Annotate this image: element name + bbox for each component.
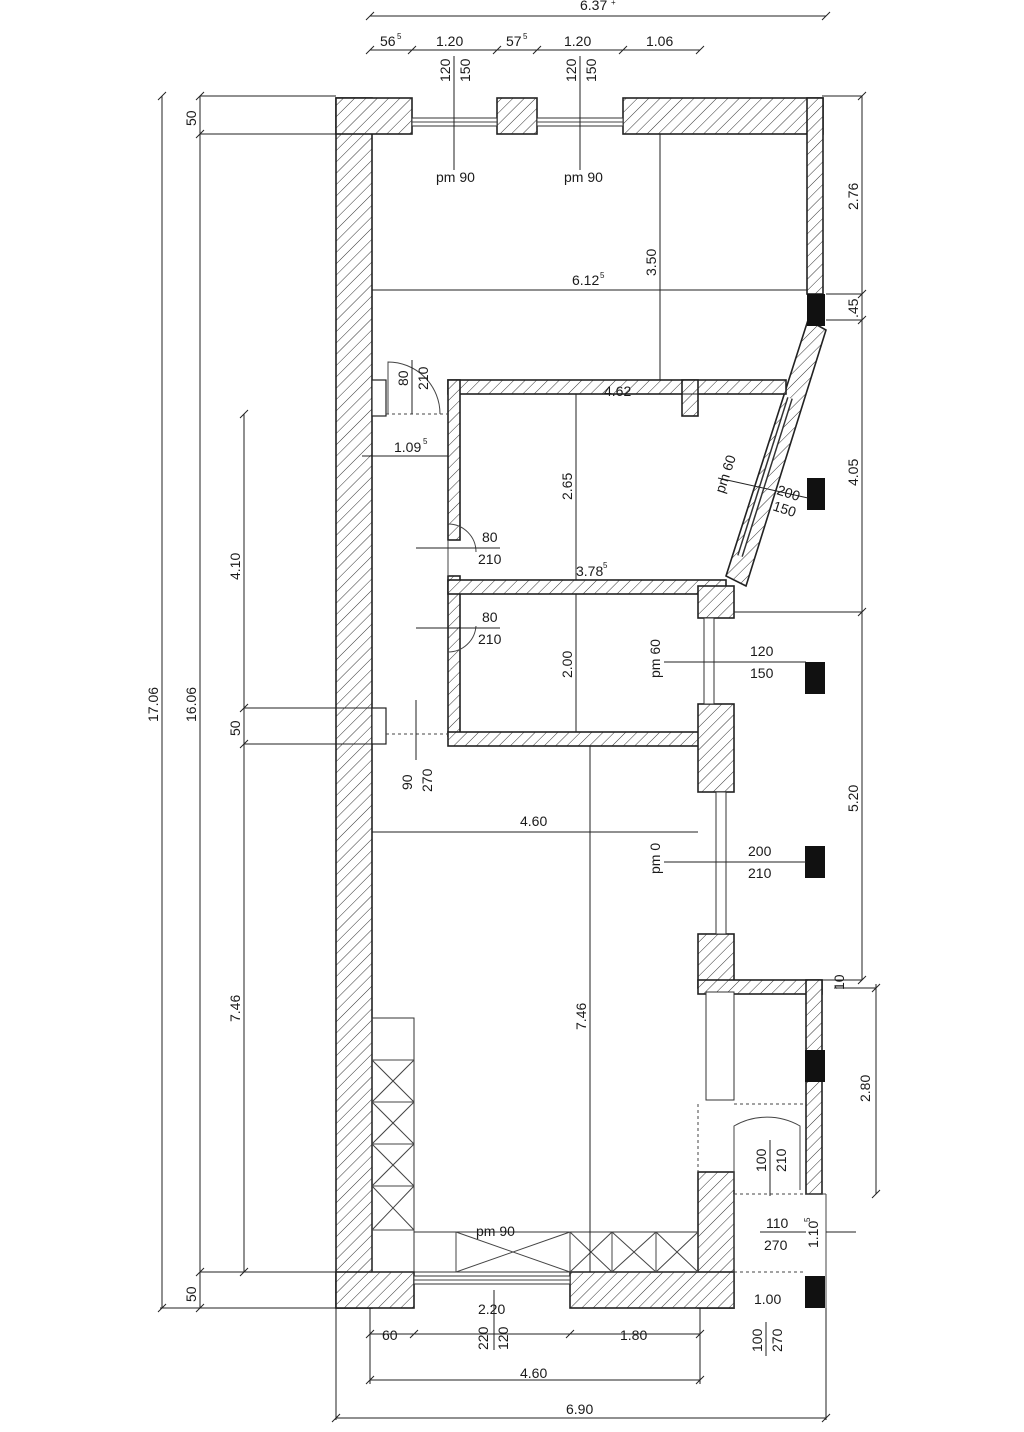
marker-3 — [805, 662, 825, 694]
label-door1-w: 80 — [395, 370, 411, 386]
top-wall-middle — [497, 98, 537, 134]
label-pm60-b: pm 60 — [647, 639, 663, 678]
label-room4-width: 4.60 — [520, 813, 548, 829]
kitchen-units — [372, 1018, 698, 1272]
left-wall-notch-1 — [372, 380, 386, 416]
interior-wall-middle — [448, 580, 726, 594]
label-pm0: pm 0 — [647, 842, 663, 874]
label-corridor-w-sup: 5 — [423, 437, 428, 446]
label-room1-width: 6.12 — [572, 272, 600, 288]
window-right-1 — [704, 618, 714, 704]
label-right-seg-1: 2.76 — [845, 182, 861, 210]
window-right-2 — [716, 792, 726, 934]
label-door6-w: 110 — [766, 1215, 789, 1231]
top-wall-right — [623, 98, 823, 134]
label-overall-top-width: 6.37 — [580, 0, 608, 13]
interior-wall-lower — [448, 732, 700, 746]
label-left-total-2: 16.06 — [183, 686, 199, 722]
label-top-seg-3: 57 — [506, 33, 522, 49]
label-win1-h: 150 — [457, 58, 473, 82]
label-door2-h: 210 — [478, 551, 502, 567]
label-door4-w: 90 — [399, 774, 415, 790]
interior-wall-vertical-a — [448, 380, 460, 540]
label-bottom-seg-2a: 220 — [475, 1326, 491, 1350]
label-door6-h: 270 — [764, 1237, 788, 1253]
label-room2-width: 4.62 — [604, 383, 632, 399]
right-wall-upper — [807, 98, 823, 294]
label-room1-width-sup: 5 — [600, 271, 605, 280]
marker-4 — [805, 846, 825, 878]
label-room3-width-sup: 5 — [603, 561, 608, 570]
interior-pillar — [682, 380, 698, 416]
label-bottom-seg-2b: 120 — [495, 1326, 511, 1350]
label-win2-h: 150 — [583, 58, 599, 82]
label-right-seg-6: 2.80 — [857, 1074, 873, 1102]
label-top-seg-3-sup: 5 — [523, 32, 528, 41]
label-door4-h: 270 — [419, 768, 435, 792]
label-pm60-a: pm 60 — [711, 452, 739, 495]
label-win4-w: 120 — [750, 643, 774, 659]
label-room1-depth: 3.50 — [643, 248, 659, 276]
left-outer-wall — [336, 98, 372, 1308]
label-win5-w: 200 — [748, 843, 772, 859]
label-bottom-inner-width: 4.60 — [520, 1365, 548, 1381]
label-win3-w: 200 — [775, 481, 803, 505]
label-win2-w: 120 — [563, 58, 579, 82]
label-door5-h: 210 — [773, 1148, 789, 1172]
top-wall-left — [336, 98, 412, 134]
left-wall-notch-2 — [372, 708, 386, 744]
label-room2-depth: 2.65 — [559, 472, 575, 500]
label-room4-depth: 7.46 — [573, 1002, 589, 1030]
marker-5 — [805, 1050, 825, 1082]
wall-pier-2 — [698, 704, 734, 792]
label-top-seg-1: 56 — [380, 33, 396, 49]
label-bottom-seg-1: 60 — [382, 1327, 398, 1343]
label-pm90-b: pm 90 — [564, 169, 603, 185]
marker-1 — [807, 294, 825, 326]
label-door1-h: 210 — [415, 366, 431, 390]
label-pm90-a: pm 90 — [436, 169, 475, 185]
label-bottom-window: 2.20 — [478, 1301, 506, 1317]
bottom-wall-right — [570, 1272, 734, 1308]
label-bottom-door-w: 100 — [749, 1328, 765, 1352]
label-room3-depth: 2.00 — [559, 650, 575, 678]
label-room3-width: 3.78 — [576, 563, 604, 579]
label-door5-w: 100 — [753, 1148, 769, 1172]
label-top-seg-4: 1.20 — [564, 33, 592, 49]
label-right-seg-5: 10 — [831, 974, 847, 990]
label-top-seg-2: 1.20 — [436, 33, 464, 49]
label-left-top-50: 50 — [183, 110, 199, 126]
wall-pier-1 — [698, 586, 734, 618]
label-bottom-seg-3: 1.80 — [620, 1327, 648, 1343]
label-door3-w: 80 — [482, 609, 498, 625]
label-top-seg-1-sup: 5 — [397, 32, 402, 41]
label-right-seg-3: 4.05 — [845, 458, 861, 486]
windows — [412, 118, 790, 1284]
marker-6 — [805, 1276, 825, 1308]
label-right-seg-7: 1.10 — [805, 1220, 821, 1248]
label-win3-h: 150 — [771, 497, 799, 521]
interior-wall-vertical-b — [448, 576, 460, 736]
label-left-total-1: 17.06 — [145, 686, 161, 722]
wall-bathroom-right — [806, 980, 822, 1194]
label-left-bottom-50: 50 — [183, 1286, 199, 1302]
bottom-wall-left — [336, 1272, 414, 1308]
label-top-seg-5: 1.06 — [646, 33, 674, 49]
label-right-seg-7-sup: 5 — [803, 1217, 812, 1222]
label-corridor-w: 1.09 — [394, 439, 422, 455]
label-win4-h: 150 — [750, 665, 774, 681]
label-bottom-door-h: 270 — [769, 1328, 785, 1352]
label-left-mid-746: 7.46 — [227, 994, 243, 1022]
label-overall-bottom-width: 6.90 — [566, 1401, 594, 1417]
marker-2 — [807, 478, 825, 510]
dimension-lines — [158, 12, 880, 1422]
label-win1-w: 120 — [437, 58, 453, 82]
label-pm90-c: pm 90 — [476, 1223, 515, 1239]
label-door3-h: 210 — [478, 631, 502, 647]
label-door2-w: 80 — [482, 529, 498, 545]
label-left-mid-50: 50 — [227, 720, 243, 736]
label-right-seg-2: .45 — [845, 298, 861, 318]
label-win5-h: 210 — [748, 865, 772, 881]
label-right-seg-4: 5.20 — [845, 784, 861, 812]
label-bottom-seg-4: 1.00 — [754, 1291, 782, 1307]
label-left-mid-410: 4.10 — [227, 552, 243, 580]
label-overall-top-width-sup: + — [611, 0, 616, 7]
bathroom-fixture — [706, 992, 734, 1100]
door-swing-1 — [388, 362, 440, 414]
